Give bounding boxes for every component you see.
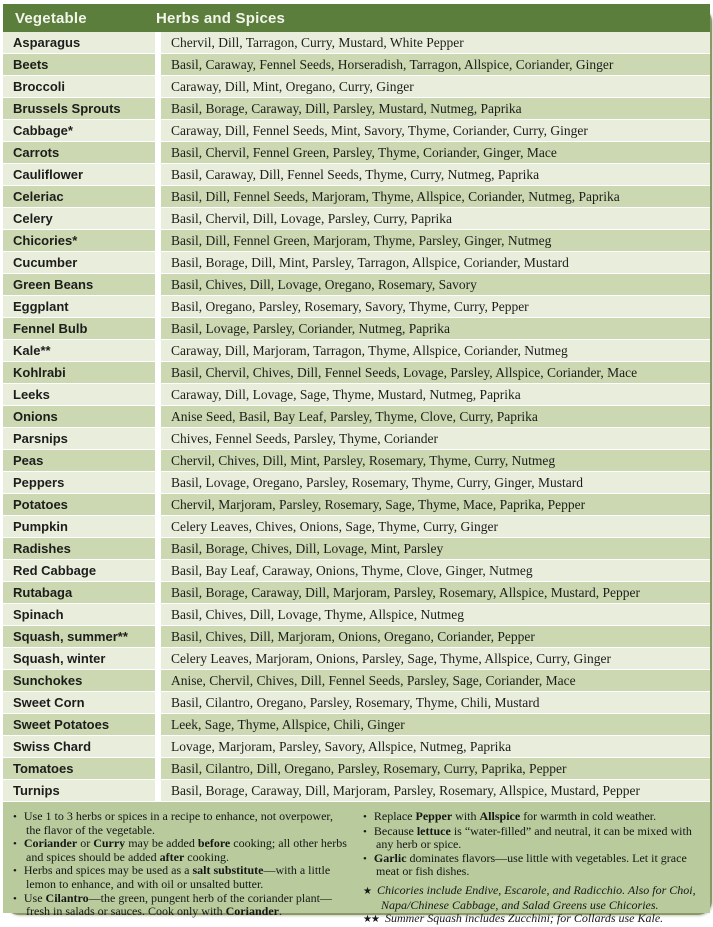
table-header-row bbox=[3, 4, 710, 32]
herbs-list: Caraway, Dill, Mint, Oregano, Curry, Ginger bbox=[155, 76, 710, 97]
herbs-list: Basil, Chives, Dill, Marjoram, Onions, Oregano, Coriander, Pepper bbox=[155, 626, 710, 647]
vegetable-name: Beets bbox=[13, 57, 49, 72]
herbs-list: Basil, Cilantro, Oregano, Parsley, Rosemary, Thyme, Chili, Mustard bbox=[155, 692, 710, 713]
table-row bbox=[3, 274, 710, 296]
footnote-text: Replace bbox=[373, 809, 416, 823]
vegetable-name: Asparagus bbox=[13, 35, 81, 50]
vegetable-name: Sweet Potatoes bbox=[13, 717, 110, 732]
table-row bbox=[3, 780, 710, 802]
vegetable-name: Sunchokes bbox=[13, 673, 83, 688]
footnotes-section bbox=[3, 802, 710, 926]
table-row bbox=[3, 626, 710, 648]
table-row bbox=[3, 538, 710, 560]
table-row bbox=[3, 516, 710, 538]
bullet-icon: • bbox=[13, 811, 17, 823]
footnote-text: after bbox=[159, 849, 185, 864]
herbs-list: Basil, Caraway, Dill, Fennel Seeds, Thyme, Curry, Nutmeg, Paprika bbox=[155, 164, 710, 185]
vegetable-name: Turnips bbox=[13, 783, 60, 798]
table-row bbox=[3, 692, 710, 714]
herbs-list: Basil, Dill, Fennel Green, Marjoram, Thyme, Parsley, Ginger, Nutmeg bbox=[155, 230, 710, 251]
bullet-icon: • bbox=[13, 865, 17, 878]
vegetable-name: Peas bbox=[13, 453, 44, 468]
bullet-icon: • bbox=[13, 838, 17, 851]
herbs-list: Basil, Borage, Caraway, Dill, Marjoram, Parsley, Rosemary, Allspice, Mustard, Pepper bbox=[155, 780, 710, 801]
star-note-item bbox=[363, 912, 702, 927]
vegetable-name: Parsnips bbox=[13, 431, 68, 446]
footnote-text: lettuce bbox=[416, 823, 451, 838]
herbs-list: Basil, Chives, Dill, Lovage, Thyme, Allspice, Nutmeg bbox=[155, 604, 710, 625]
footnote-text: salt substitute bbox=[192, 863, 264, 878]
table-row bbox=[3, 494, 710, 516]
vegetable-name: Onions bbox=[13, 409, 58, 424]
footnote-text: Pepper bbox=[415, 809, 453, 823]
star-note-text: Summer Squash includes Zucchini; for Collards use Kale. bbox=[381, 911, 664, 926]
table-row bbox=[3, 670, 710, 692]
vegetable-name: Peppers bbox=[13, 475, 65, 490]
star-note-text: Chicories include Endive, Escarole, and Radicchio. Also for Choi, Napa/Chinese Cabbage, and Salad Greens use Chicories. bbox=[373, 882, 696, 912]
star-notes bbox=[363, 884, 702, 927]
table-body bbox=[3, 32, 710, 802]
herbs-list: Celery Leaves, Marjoram, Onions, Parsley, Sage, Thyme, Allspice, Curry, Ginger bbox=[155, 648, 710, 669]
footnote-text: before bbox=[197, 836, 231, 851]
herbs-list: Basil, Bay Leaf, Caraway, Onions, Thyme, Clove, Ginger, Nutmeg bbox=[155, 560, 710, 581]
footnote-text: cooking; all other herbs and spices should be added bbox=[26, 836, 347, 864]
herbs-list: Basil, Oregano, Parsley, Rosemary, Savory, Thyme, Curry, Pepper bbox=[155, 296, 710, 317]
table-row bbox=[3, 714, 710, 736]
herbs-list: Basil, Borage, Dill, Mint, Parsley, Tarragon, Allspice, Coriander, Mustard bbox=[155, 252, 710, 273]
footnotes-right-column bbox=[363, 809, 702, 926]
table-row bbox=[3, 142, 710, 164]
vegetable-name: Broccoli bbox=[13, 79, 66, 94]
footnote-text: is “water-filled” and neutral, it can be mixed with any herb or spice. bbox=[376, 823, 692, 852]
vegetable-name: Rutabaga bbox=[13, 585, 73, 600]
footnote-text: dominates flavors—use little with vegetables. Let it grace meat or fish dishes. bbox=[376, 850, 687, 879]
footnote-item bbox=[363, 825, 702, 851]
footnote-item bbox=[13, 837, 349, 863]
herbs-list: Chervil, Chives, Dill, Mint, Parsley, Rosemary, Thyme, Curry, Nutmeg bbox=[155, 450, 710, 471]
table-row bbox=[3, 758, 710, 780]
herb-spice-chart-card bbox=[3, 4, 710, 926]
table-row bbox=[3, 736, 710, 758]
vegetable-name: Squash, summer** bbox=[13, 629, 128, 644]
table-row bbox=[3, 164, 710, 186]
footnote-item bbox=[13, 864, 349, 890]
herbs-list: Basil, Lovage, Oregano, Parsley, Rosemary, Thyme, Curry, Ginger, Mustard bbox=[155, 472, 710, 493]
vegetable-name: Cauliflower bbox=[13, 167, 84, 182]
footnote-text: Garlic bbox=[373, 850, 407, 865]
table-row bbox=[3, 472, 710, 494]
footnotes-right-list bbox=[363, 810, 702, 878]
vegetable-name: Brussels Sprouts bbox=[13, 101, 121, 116]
bullet-icon: • bbox=[363, 811, 367, 823]
herbs-list: Basil, Chervil, Chives, Dill, Fennel Seeds, Lovage, Parsley, Allspice, Coriander, Mace bbox=[155, 362, 710, 383]
footnote-text: . bbox=[278, 904, 282, 919]
bullet-icon: • bbox=[363, 852, 367, 865]
table-row bbox=[3, 406, 710, 428]
herbs-list: Caraway, Dill, Lovage, Sage, Thyme, Mustard, Nutmeg, Paprika bbox=[155, 384, 710, 405]
footnote-item bbox=[363, 810, 702, 824]
vegetable-name: Squash, winter bbox=[13, 651, 106, 666]
footnote-text: or bbox=[77, 836, 94, 851]
herbs-list: Anise Seed, Basil, Bay Leaf, Parsley, Thyme, Clove, Curry, Paprika bbox=[155, 406, 710, 427]
vegetable-name: Swiss Chard bbox=[13, 739, 92, 754]
herbs-list: Leek, Sage, Thyme, Allspice, Chili, Ginger bbox=[155, 714, 710, 735]
table-row bbox=[3, 340, 710, 362]
herbs-list: Caraway, Dill, Marjoram, Tarragon, Thyme, Allspice, Coriander, Nutmeg bbox=[155, 340, 710, 361]
footnote-text: Herbs and spices may be used as a bbox=[23, 863, 193, 878]
herbs-list: Chives, Fennel Seeds, Parsley, Thyme, Coriander bbox=[155, 428, 710, 449]
table-row bbox=[3, 186, 710, 208]
table-row bbox=[3, 428, 710, 450]
table-row bbox=[3, 230, 710, 252]
footnote-text: Coriander bbox=[225, 904, 279, 919]
herbs-list: Basil, Chervil, Fennel Green, Parsley, Thyme, Coriander, Ginger, Mace bbox=[155, 142, 710, 163]
table-row bbox=[3, 384, 710, 406]
table-row bbox=[3, 450, 710, 472]
footnote-item bbox=[13, 892, 349, 918]
footnote-item bbox=[363, 852, 702, 878]
footnote-text: Use bbox=[23, 890, 46, 905]
vegetable-name: Potatoes bbox=[13, 497, 68, 512]
herbs-list: Caraway, Dill, Fennel Seeds, Mint, Savory, Thyme, Coriander, Curry, Ginger bbox=[155, 120, 710, 141]
table-row bbox=[3, 362, 710, 384]
vegetable-name: Leeks bbox=[13, 387, 50, 402]
footnotes-left-column bbox=[13, 809, 349, 919]
herbs-list: Basil, Lovage, Parsley, Coriander, Nutmeg, Paprika bbox=[155, 318, 710, 339]
vegetable-name: Radishes bbox=[13, 541, 71, 556]
vegetable-name: Tomatoes bbox=[13, 761, 74, 776]
herbs-list: Basil, Borage, Caraway, Dill, Marjoram, Parsley, Rosemary, Allspice, Mustard, Pepper bbox=[155, 582, 710, 603]
table-row bbox=[3, 296, 710, 318]
star-icon: ★ bbox=[363, 885, 371, 897]
herbs-list: Chervil, Marjoram, Parsley, Rosemary, Sage, Thyme, Mace, Paprika, Pepper bbox=[155, 494, 710, 515]
star-note-item bbox=[363, 884, 702, 911]
footnote-item bbox=[13, 810, 349, 836]
vegetable-name: Carrots bbox=[13, 145, 60, 160]
vegetable-name: Eggplant bbox=[13, 299, 69, 314]
vegetable-name: Sweet Corn bbox=[13, 695, 85, 710]
herbs-list: Basil, Chervil, Dill, Lovage, Parsley, Curry, Paprika bbox=[155, 208, 710, 229]
herbs-list: Celery Leaves, Chives, Onions, Sage, Thyme, Curry, Ginger bbox=[155, 516, 710, 537]
table-row bbox=[3, 252, 710, 274]
table-row bbox=[3, 582, 710, 604]
footnote-text: with bbox=[452, 809, 480, 823]
footnote-text: —with a little lemon to enhance, and with oil or unsalted butter. bbox=[26, 863, 331, 891]
vegetable-name: Pumpkin bbox=[13, 519, 68, 534]
herbs-list: Lovage, Marjoram, Parsley, Savory, Allspice, Nutmeg, Paprika bbox=[155, 736, 710, 757]
footnote-text: Allspice bbox=[479, 809, 521, 823]
footnote-text: Coriander bbox=[23, 836, 78, 851]
herbs-list: Anise, Chervil, Chives, Dill, Fennel Seeds, Parsley, Sage, Coriander, Mace bbox=[155, 670, 710, 691]
table-row bbox=[3, 648, 710, 670]
vegetable-name: Kohlrabi bbox=[13, 365, 66, 380]
herbs-list: Basil, Cilantro, Dill, Oregano, Parsley, Rosemary, Curry, Paprika, Pepper bbox=[155, 758, 710, 779]
vegetable-name: Spinach bbox=[13, 607, 64, 622]
table-row bbox=[3, 76, 710, 98]
table-row bbox=[3, 560, 710, 582]
bullet-icon: • bbox=[13, 892, 17, 905]
vegetable-name: Fennel Bulb bbox=[13, 321, 88, 336]
star-icon: ★★ bbox=[363, 914, 379, 926]
table-row bbox=[3, 120, 710, 142]
footnote-text: Because bbox=[373, 823, 417, 838]
table-row bbox=[3, 98, 710, 120]
footnote-text: Cilantro bbox=[45, 890, 89, 905]
vegetable-name: Chicories* bbox=[13, 233, 78, 248]
footnote-text: —the green, pungent herb of the coriander plant—fresh in salads or sauces. Cook only with bbox=[26, 890, 332, 919]
footnote-text: for warmth in cold weather. bbox=[520, 809, 657, 823]
vegetable-name: Cucumber bbox=[13, 255, 78, 270]
footnotes-left-list bbox=[13, 810, 349, 918]
herbs-list: Basil, Borage, Caraway, Dill, Parsley, Mustard, Nutmeg, Paprika bbox=[155, 98, 710, 119]
column-header-herbs: Herbs and Spices bbox=[156, 9, 286, 27]
vegetable-name: Red Cabbage bbox=[13, 563, 97, 578]
herbs-list: Basil, Borage, Chives, Dill, Lovage, Mint, Parsley bbox=[155, 538, 710, 559]
vegetable-name: Kale** bbox=[13, 343, 51, 358]
vegetable-name: Celeriac bbox=[13, 189, 64, 204]
vegetable-name: Celery bbox=[13, 211, 53, 226]
footnote-text: may be added bbox=[125, 836, 198, 851]
table-row bbox=[3, 604, 710, 626]
table-row bbox=[3, 318, 710, 340]
herbs-list: Chervil, Dill, Tarragon, Curry, Mustard, White Pepper bbox=[155, 32, 710, 53]
footnote-text: cooking. bbox=[184, 849, 229, 864]
bullet-icon: • bbox=[363, 825, 367, 838]
footnote-text: Curry bbox=[93, 836, 126, 851]
herbs-list: Basil, Dill, Fennel Seeds, Marjoram, Thyme, Allspice, Coriander, Nutmeg, Paprika bbox=[155, 186, 710, 207]
table-row bbox=[3, 32, 710, 54]
footnote-text: Use 1 to 3 herbs or spices in a recipe to enhance, not overpower, the flavor of the vegetable. bbox=[23, 809, 333, 837]
vegetable-name: Cabbage* bbox=[13, 123, 73, 138]
table-row bbox=[3, 208, 710, 230]
vegetable-name: Green Beans bbox=[13, 277, 94, 292]
column-header-vegetable: Vegetable bbox=[15, 9, 87, 27]
herbs-list: Basil, Caraway, Fennel Seeds, Horseradish, Tarragon, Allspice, Coriander, Ginger bbox=[155, 54, 710, 75]
table-row bbox=[3, 54, 710, 76]
herbs-list: Basil, Chives, Dill, Lovage, Oregano, Rosemary, Savory bbox=[155, 274, 710, 295]
